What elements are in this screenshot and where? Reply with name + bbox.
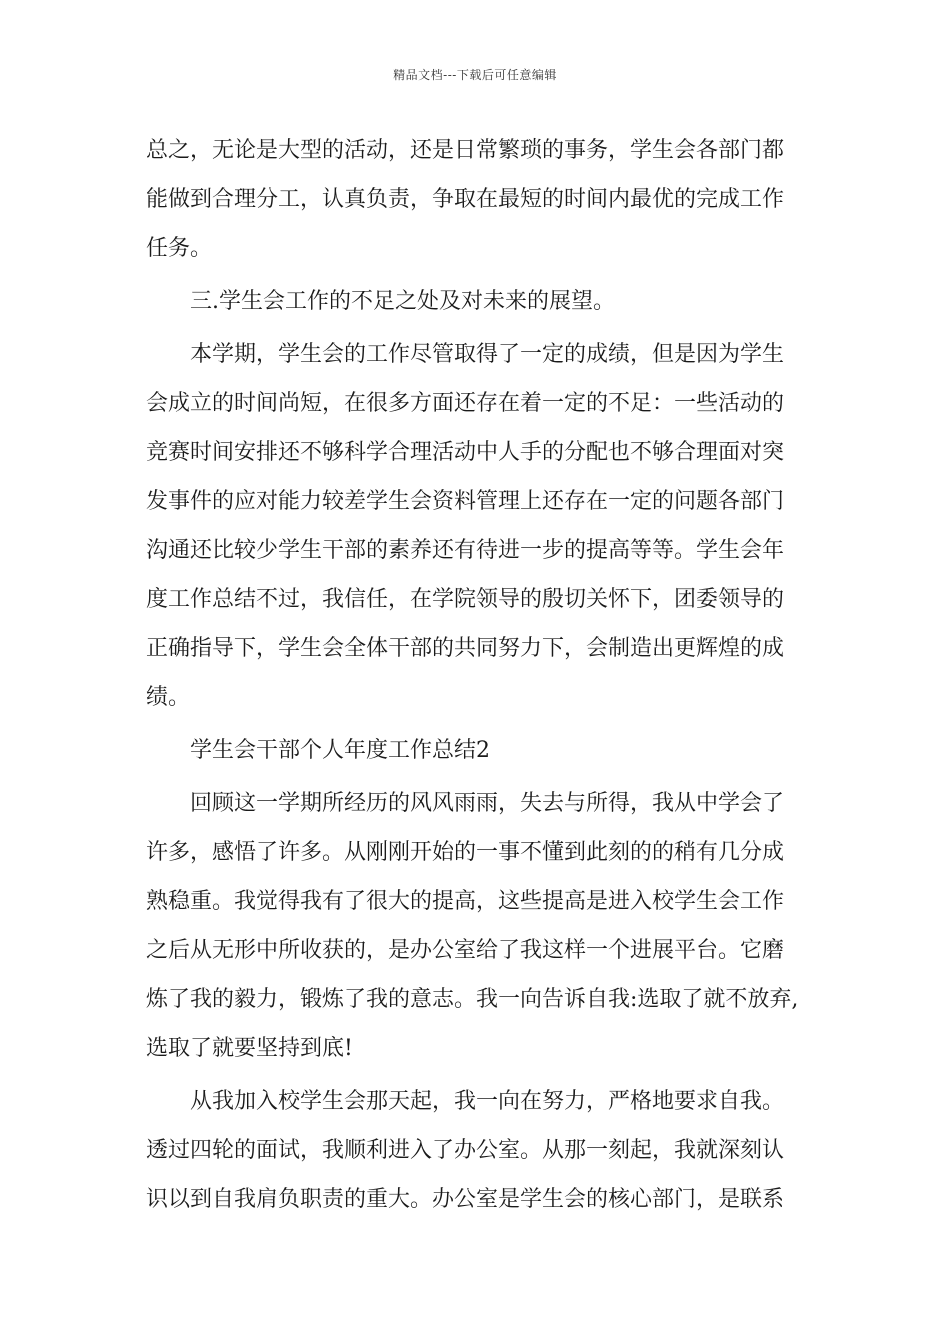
text-line: 识以到自我肩负职责的重大。办公室是学生会的核心部门，是联系	[146, 1187, 785, 1212]
text-line: 总之，无论是大型的活动，还是日常繁琐的事务，学生会各部门都	[146, 138, 785, 163]
page-header: 精品文档---下载后可任意编辑	[393, 68, 557, 82]
section-heading-three	[146, 277, 818, 326]
text-line: 绩。	[146, 685, 191, 710]
text-line: 透过四轮的面试，我顺利进入了办公室。从那一刻起，我就深刻认	[146, 1138, 785, 1163]
text-line: 三.学生会工作的不足之处及对未来的展望。	[190, 289, 615, 314]
text-line: 熟稳重。我觉得我有了很大的提高，这些提高是进入校学生会工作	[146, 889, 785, 914]
text-line: 任务。	[146, 236, 213, 261]
text-line: 许多，感悟了许多。从刚刚开始的一事不懂到此刻的的稍有几分成	[146, 840, 785, 865]
text-line: 本学期，学生会的工作尽管取得了一定的成绩，但是因为学生	[190, 342, 785, 367]
paragraph-review	[146, 779, 818, 1073]
text-line: 能做到合理分工，认真负责，争取在最短的时间内最优的完成工作	[146, 187, 785, 212]
text-line: 回顾这一学期所经历的风风雨雨，失去与所得，我从中学会了	[190, 791, 785, 816]
paragraph-summary	[146, 126, 818, 273]
text-line: 学生会干部个人年度工作总结2	[190, 738, 490, 763]
text-line: 选取了就要坚持到底!	[146, 1036, 353, 1061]
text-line: 度工作总结不过，我信任，在学院领导的殷切关怀下，团委领导的	[146, 587, 785, 612]
text-line: 会成立的时间尚短，在很多方面还存在着一定的不足：一些活动的	[146, 391, 785, 416]
text-line: 沟通还比较少学生干部的素养还有待进一步的提高等等。学生会年	[146, 538, 785, 563]
text-line: 之后从无形中所收获的，是办公室给了我这样一个进展平台。它磨	[146, 938, 785, 963]
text-line: 从我加入校学生会那天起，我一向在努力，严格地要求自我。	[190, 1089, 785, 1114]
text-line: 竞赛时间安排还不够科学合理活动中人手的分配也不够合理面对突	[146, 440, 785, 465]
text-line: 正确指导下，学生会全体干部的共同努力下，会制造出更辉煌的成	[146, 636, 785, 661]
text-line: 发事件的应对能力较差学生会资料管理上还存在一定的问题各部门	[146, 489, 785, 514]
paragraph-shortcomings	[146, 330, 818, 722]
text-line: 炼了我的毅力，锻炼了我的意志。我一向告诉自我:选取了就不放弃,	[146, 987, 799, 1012]
document-body	[146, 126, 818, 1224]
document-subtitle	[146, 726, 818, 775]
paragraph-joining	[146, 1077, 818, 1224]
